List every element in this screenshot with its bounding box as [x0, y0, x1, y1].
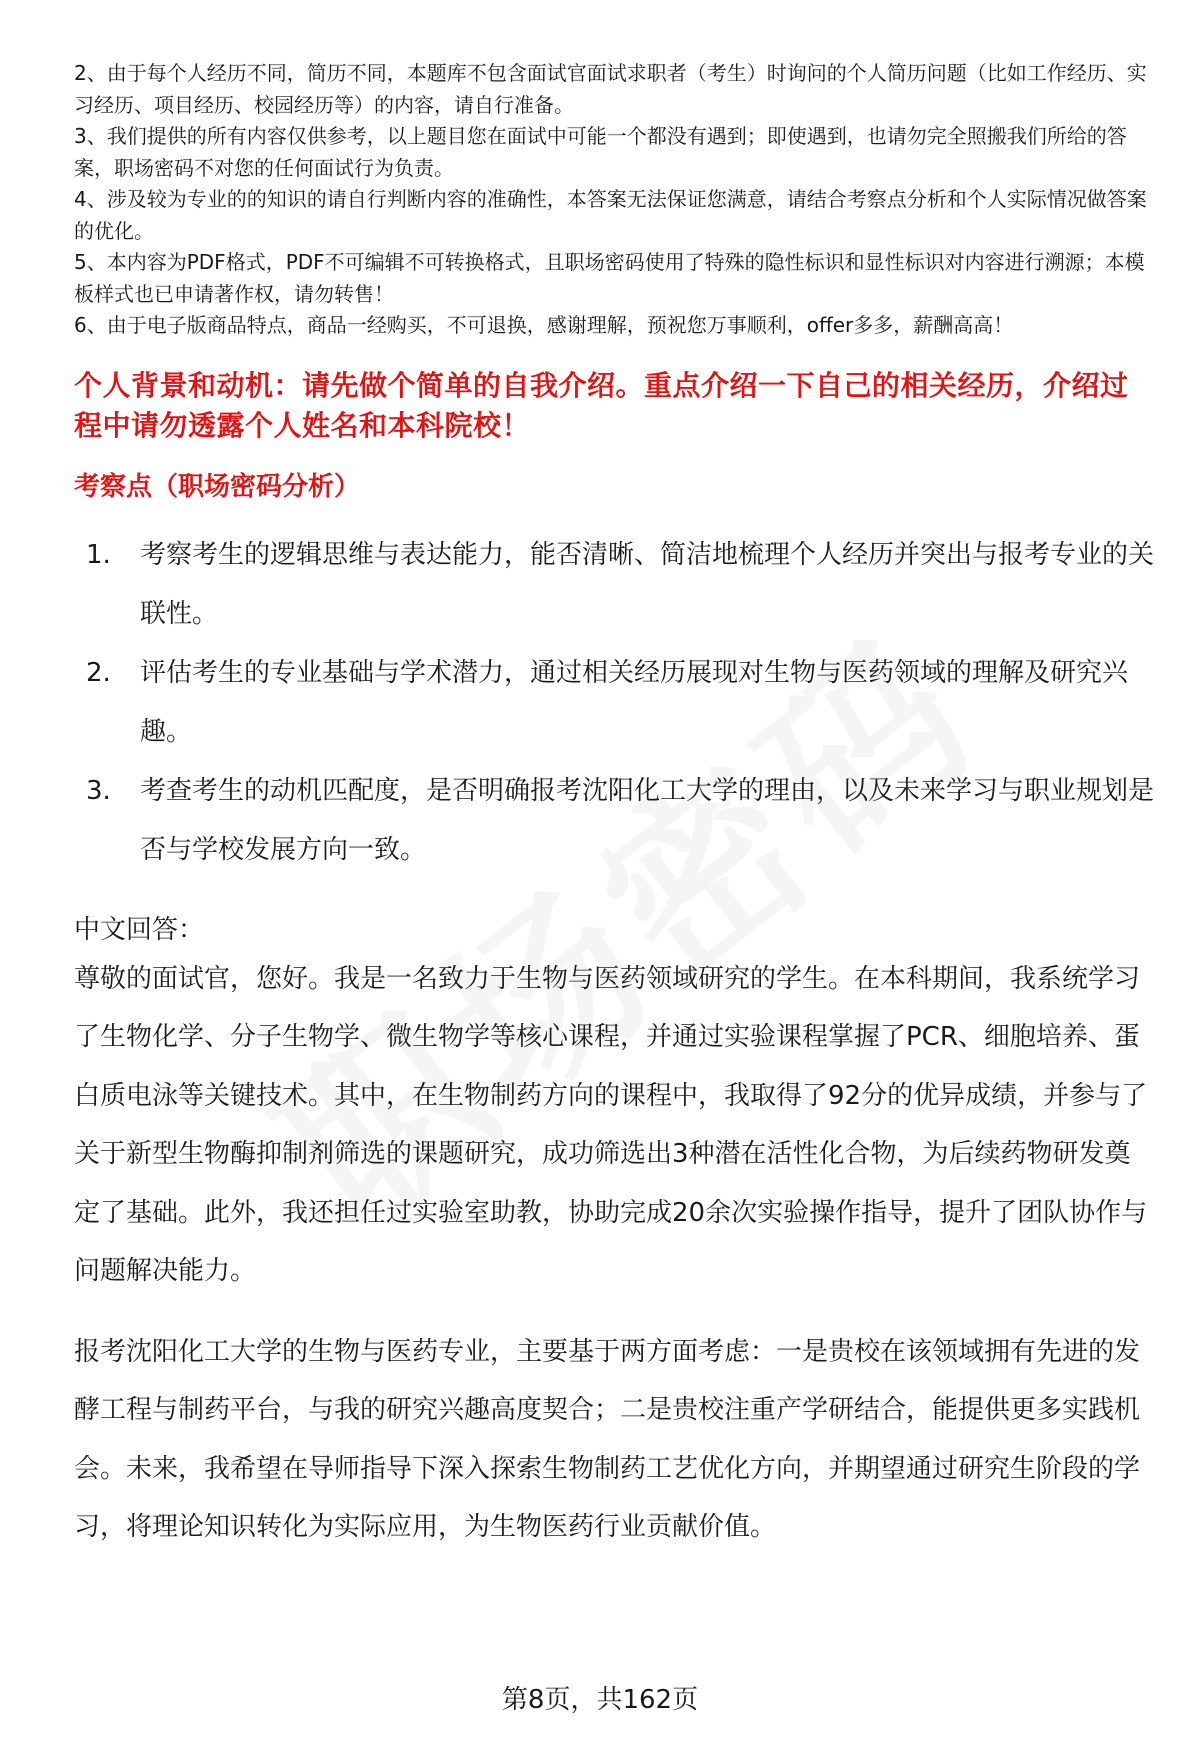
notice-item: 2、由于每个人经历不同，简历不同，本题库不包含面试官面试求职者（考生）时询问的个人简历问题（比如工作经历、实习经历、项目经历、校园经历等）的内容，请自行准备。: [74, 61, 1147, 117]
answer-paragraph: 报考沈阳化工大学的生物与医药专业，主要基于两方面考虑：一是贵校在该领域拥有先进的发酵工程与制药平台，与我的研究兴趣高度契合；二是贵校注重产学研结合，能提供更多实践机会。未来，我希望在导师指导下深入探索生物制药工艺优化方向，并期望通过研究生阶段的学习，将理论知识转化为实际应用，为生物医药行业贡献价值。: [74, 1336, 1141, 1542]
notice-item: 3、我们提供的所有内容仅供参考，以上题目您在面试中可能一个都没有遇到；即使遇到，也请勿完全照搬我们所给的答案，职场密码不对您的任何面试行为负责。: [74, 124, 1127, 180]
point-text: 考查考生的动机匹配度，是否明确报考沈阳化工大学的理由，以及未来学习与职业规划是否与学校发展方向一致。: [140, 775, 1155, 865]
notice-item: 6、由于电子版商品特点，商品一经购买，不可退换，感谢理解，预祝您万事顺利，offer多多，薪酬高高！: [74, 313, 1014, 337]
question-heading: 个人背景和动机：请先做个简单的自我介绍。重点介绍一下自己的相关经历，介绍过程中请勿透露个人姓名和本科院校！: [74, 368, 1129, 442]
point-number: 1.: [86, 539, 111, 570]
analysis-point: [74, 762, 1154, 880]
point-text: 评估考生的专业基础与学术潜力，通过相关经历展现对生物与医药领域的理解及研究兴趣。: [140, 657, 1129, 747]
point-text: 考察考生的逻辑思维与表达能力，能否清晰、简洁地梳理个人经历并突出与报考专业的关联性。: [140, 539, 1155, 629]
notice-list: [74, 58, 1154, 342]
notice-item: 5、本内容为PDF格式，PDF不可编辑不可转换格式，且职场密码使用了特殊的隐性标识和显性标识对内容进行溯源；本模板样式也已申请著作权，请勿转售！: [74, 250, 1145, 306]
point-number: 2.: [86, 657, 111, 688]
page-number: 第8页，共162页: [501, 1685, 699, 1715]
analysis-heading: 考察点（职场密码分析）: [74, 471, 361, 502]
answer-paragraph: 尊敬的面试官，您好。我是一名致力于生物与医药领域研究的学生。在本科期间，我系统学习了生物化学、分子生物学、微生物学等核心课程，并通过实验课程掌握了PCR、细胞培养、蛋白质电泳等关键技术。其中，在生物制药方向的课程中，我取得了92分的优异成绩，并参与了关于新型生物酶抑制剂筛选的课题研究，成功筛选出3种潜在活性化合物，为后续药物研发奠定了基础。此外，我还担任过实验室助教，协助完成20余次实验操作指导，提升了团队协作与问题解决能力。: [74, 963, 1148, 1286]
point-number: 3.: [86, 775, 111, 806]
analysis-point: [74, 526, 1154, 644]
analysis-point: [74, 644, 1154, 762]
document-page: [74, 58, 1154, 1557]
answer-label: 中文回答：: [74, 914, 205, 945]
notice-item: 4、涉及较为专业的的知识的请自行判断内容的准确性，本答案无法保证您满意，请结合考察点分析和个人实际情况做答案的优化。: [74, 187, 1147, 243]
analysis-points: [74, 526, 1154, 880]
